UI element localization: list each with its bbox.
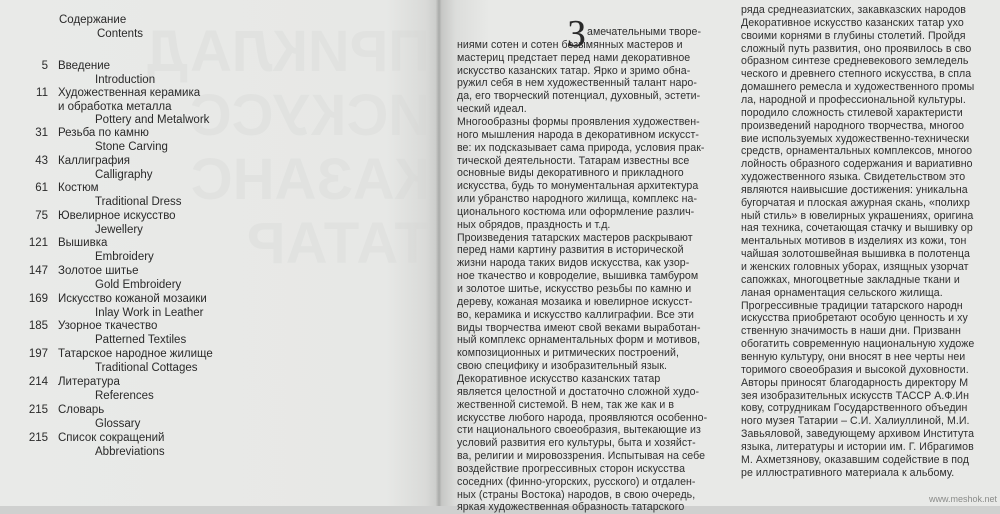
toc-title-en: Contents (97, 28, 144, 40)
toc-title-ru: Костюм (58, 182, 99, 194)
toc-title-en: Glossary (95, 417, 141, 430)
text-column-2 (741, 0, 1000, 506)
text-line: ниями сотен и сотен безымянных мастеров и (457, 38, 683, 51)
text-line: языка, литературы и истории им. Г. Ибрагимов (741, 440, 974, 453)
toc-entry (0, 60, 420, 90)
text-line: образном синтезе средневекового земледель (741, 55, 969, 68)
toc-page-number: 31 (35, 127, 48, 139)
text-line: лойность образного содержания и вариативно (741, 158, 973, 171)
toc-entry (0, 348, 420, 378)
toc-title-ru: Резьба по камню (58, 127, 149, 139)
toc-entry (0, 432, 420, 462)
text-line: Декоративное искусство казанских татар ухо (741, 16, 964, 29)
text-line: да, его творческий потенциал, духовный, эстети- (457, 90, 701, 103)
text-line: искусство казанских татар. Ярко и зримо обна- (457, 64, 691, 77)
text-line: во, керамика и искусство каллиграфии. Все эти (457, 308, 694, 321)
text-line: свою специфику и изобразительный язык. (457, 360, 668, 373)
toc-entry (0, 376, 420, 406)
text-line: искусства приобретают особую ценность и ху (741, 312, 968, 325)
text-line: ружил себя в нем художественный талант наро- (457, 77, 697, 90)
toc-title-ru: Содержание (59, 14, 127, 26)
text-line: чайшая золотошвейная вышивка в полотенца (741, 248, 970, 261)
toc-title-ru: Искусство кожаной мозаики (58, 293, 207, 305)
text-line: ционального костюма или оформление различ- (457, 205, 695, 218)
text-line: бугорчатая и плоская ажурная скань, «полихр (741, 196, 970, 209)
drop-cap: З (567, 13, 587, 55)
toc-page-number: 11 (36, 87, 48, 99)
toc-page-number: 5 (41, 60, 48, 72)
toc-page-number: 185 (28, 320, 48, 332)
text-line: Завьяловой, заведующему архивом Института (741, 428, 975, 441)
text-line: М. Ахметзянову, оказавшим содействие в под (741, 453, 969, 466)
text-line: мастериц предстает перед нами декоративное (457, 51, 691, 64)
toc-page-number: 75 (35, 210, 48, 222)
toc-entry (0, 155, 420, 185)
toc-entry (0, 320, 420, 350)
text-line: является целостной и достаточно сложной худо- (457, 385, 700, 398)
toc-page-number: 197 (28, 348, 48, 360)
text-line: жизни народа таких видов искусства, как узор- (457, 257, 690, 270)
toc-title-en: Calligraphy (95, 168, 153, 181)
text-line: основные виды декоративного и прикладного (457, 167, 684, 180)
text-line: ряда среднеазиатских, закавказских народов (741, 4, 966, 16)
text-line: ный стиль» в ювелирных украшениях, оригина (741, 209, 974, 222)
toc-title-ru: Словарь (58, 404, 105, 416)
text-line: вие используемых художественно-технически (741, 132, 970, 145)
text-line: являются наивысшие достижения: уникальна (741, 183, 968, 196)
text-line: своими корнями в глубины столетий. Пройдя (741, 29, 966, 42)
text-line: тической деятельности. Татарам известны все (457, 154, 690, 167)
text-line: ный комплекс орнаментальных форм и мотивов, (457, 334, 701, 347)
toc-page-number: 215 (28, 432, 48, 444)
toc-title-en: Traditional Dress (95, 195, 182, 208)
toc-title-en: Traditional Cottages (95, 361, 198, 374)
text-line: ственную значимость в наши дни. Призванн (741, 325, 961, 338)
text-line: воздействие прогрессивных сторон искусства (457, 462, 686, 475)
text-line: ла, народной и профессиональной культуры. (741, 93, 966, 106)
toc-title-ru: Золотое шитье (58, 265, 139, 277)
text-line: сти национального своеобразия, вытекающие из (457, 424, 701, 437)
toc-title-en: Embroidery (95, 250, 154, 263)
text-line: венную культуру, они вносят в нее черты неи (741, 350, 966, 363)
toc-entry (0, 404, 420, 434)
toc-page-number: 43 (35, 155, 48, 167)
text-line: торимого своеобразия и высокой духовности. (741, 363, 969, 376)
text-line: искусстве любого народа, проявляются особенно- (457, 411, 708, 424)
text-line: сложный путь развития, оно проявилось в сво (741, 42, 972, 55)
text-line: Многообразны формы проявления художествен- (457, 115, 700, 128)
text-line: и женских головных уборах, изящных узорчат (741, 261, 969, 273)
toc-entry (0, 127, 420, 157)
text-line: Авторы приносят благодарность директору М (741, 376, 969, 389)
text-line: зея изобразительных искусств ТАССР А.Ф.Ин (741, 389, 969, 402)
text-line: ческий идеал. (457, 103, 527, 116)
toc-title-ru: Вышивка (58, 237, 108, 249)
text-line: перед нами картину развития в исторической (457, 244, 684, 257)
text-line: породило сложность стилевой характеристи (741, 106, 963, 119)
toc-page-number: 215 (28, 404, 48, 416)
toc-title-en: Stone Carving (95, 140, 168, 153)
toc-entry (0, 210, 420, 240)
toc-entry (0, 293, 420, 323)
text-line: обогатить современную национальную художе (741, 338, 975, 351)
text-line: ных обрядов, праздность и т.д. (457, 218, 611, 231)
toc-page-number: 147 (28, 265, 48, 277)
text-line: ве: их подсказывает сама природа, условия прак- (457, 141, 705, 154)
toc-title-ru: Ювелирное искусство (58, 210, 176, 222)
text-line: искусства, будь то монументальная архитектура (457, 180, 699, 193)
text-line: ных (страны Востока) народов, в свою очередь, (457, 488, 696, 501)
text-line: ва, религии и мировоззрения. Испытывая на себе (457, 450, 706, 463)
text-line: ментальных мотивов в изделиях из кожи, тон (741, 235, 967, 248)
text-line: ного мышления народа в декоративном искусст- (457, 128, 699, 141)
toc-title-ru: Художественная керамика (58, 87, 201, 99)
watermark: www.meshok.net (928, 494, 997, 504)
text-line: композиционных и ритмических построений, (457, 347, 679, 360)
toc-page-number: 214 (28, 376, 48, 388)
table-of-contents (0, 0, 439, 506)
text-line: художественного языка. Свидетельством это (741, 171, 966, 184)
text-line: Произведения татарских мастеров раскрывают (457, 231, 693, 244)
toc-title-ru: Узорное ткачество (58, 320, 158, 332)
toc-title-en: Inlay Work in Leather (95, 306, 204, 319)
text-line: или убранство народного жилища, комплекс на- (457, 193, 698, 206)
text-line: условий развития его культуры, быта и хозяйст- (457, 437, 696, 450)
text-line: Декоративное искусство казанских татар (457, 372, 661, 385)
toc-title-ru: Литература (58, 376, 120, 388)
text-line: виды творчества имеют свой веками выработан- (457, 321, 701, 334)
text-line: средств, орнаментальных комплексов, многоо (741, 145, 973, 158)
toc-title-ru: Список сокращений (58, 432, 165, 444)
toc-page-number: 169 (28, 293, 48, 305)
text-line: яркая художественная образность татарского (457, 501, 685, 514)
toc-entry (0, 265, 420, 295)
text-line: дереву, кожаная мозаика и ювелирное искусст- (457, 295, 693, 308)
toc-title-en: Abbreviations (95, 445, 165, 458)
toc-title-ru-line2: и обработка металла (58, 100, 172, 113)
toc-title-en: Pottery and Metalwork (95, 114, 210, 127)
text-line: соседних (финно-угорских, русского) и отдален- (457, 475, 696, 488)
toc-title-ru: Введение (58, 60, 111, 72)
toc-entry (0, 182, 420, 212)
text-line: кову, сотрудникам Государственного объедин (741, 402, 968, 415)
text-line: и золотое шитье, искусство резьбы по камню и (457, 283, 692, 295)
toc-entry (0, 87, 420, 127)
show-through-print: ПРИКЛАД ИСКУСС КАЗАНС ТАТАР (146, 19, 430, 276)
toc-title-en: Patterned Textiles (95, 333, 187, 346)
text-line: ное ткачество и ковроделие, вышивка тамбуром (457, 270, 699, 283)
text-line: ная техника, сочетающая стачку и вышивку ор (741, 222, 973, 235)
text-line: амечательными творе- (587, 26, 702, 38)
text-line: ческого и древнего степного искусства, в спла (741, 68, 972, 81)
text-line: сапожках, многоцветные закладные ткани и (741, 273, 960, 286)
toc-page-number: 121 (28, 237, 48, 249)
toc-title-ru: Каллиграфия (58, 155, 131, 167)
toc-title-en: Jewellery (95, 223, 143, 236)
toc-title-en: Gold Embroidery (95, 278, 182, 291)
text-line: жественной системой. В нем, так же как и в (457, 398, 675, 411)
toc-entry (0, 237, 420, 267)
toc-page-number: 61 (35, 182, 48, 194)
text-line: Прогрессивные традиции татарского народн (741, 299, 963, 312)
text-line: ре иллюстративного материала к альбому. (741, 466, 955, 479)
text-line: домашнего ремесла и художественного промы (741, 81, 975, 94)
toc-title-ru: Татарское народное жилище (58, 348, 213, 360)
text-line: ного музея Татарии – С.И. Халиуллиной, М.И. (741, 415, 970, 428)
text-line: ланая орнаментация сельского жилища. (741, 286, 943, 299)
toc-title-en: Introduction (95, 73, 156, 86)
text-line: произведений народного творчества, многоо (741, 119, 965, 132)
toc-title-en: References (95, 389, 154, 402)
